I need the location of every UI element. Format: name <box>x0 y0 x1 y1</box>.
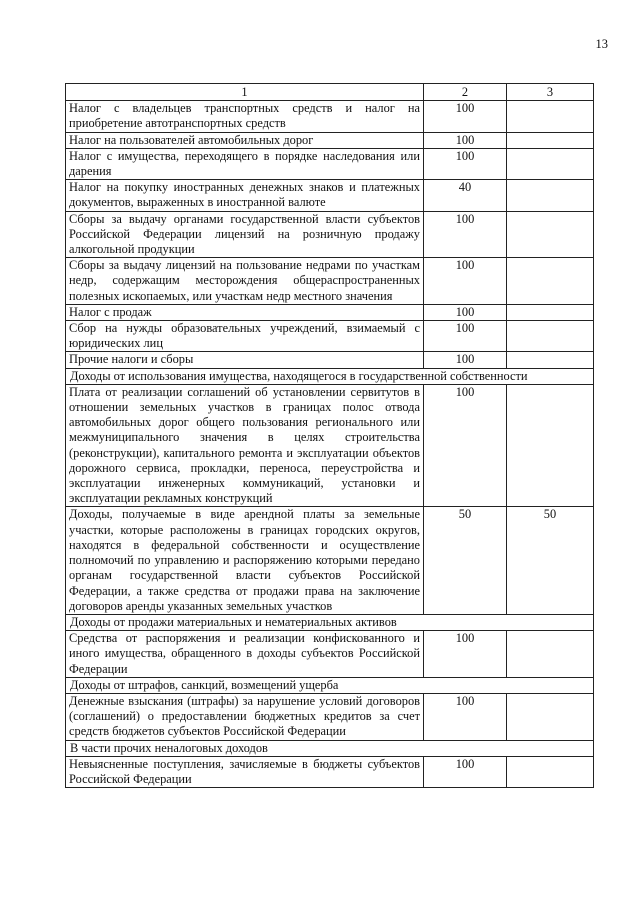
table-row <box>66 304 594 320</box>
income-name-cell: Доходы, получаемые в виде арендной платы за земельные участки, которые расположены в границах городских округов, находятся в федеральной собственности и осуществление полномочий по управлению и распоряжению которыми передано органам государственной власти субъектов Российской Федерации, а также средства от продажи права на заключение договоров аренды указанных земельных участков <box>66 507 424 614</box>
percent-col2-cell: 100 <box>424 304 507 320</box>
table-row <box>66 321 594 352</box>
section-row <box>66 614 594 630</box>
percent-col3-cell <box>507 180 594 211</box>
income-name-cell: Денежные взыскания (штрафы) за нарушение условий договоров (соглашений) о предоставлении бюджетных кредитов за счет средств бюджетов субъектов Российской Федерации <box>66 693 424 740</box>
percent-col3-cell <box>507 384 594 507</box>
section-title: Доходы от использования имущества, находящегося в государственной собственности <box>66 368 594 384</box>
income-name-cell: Налог с владельцев транспортных средств и налог на приобретение автотранспортных средств <box>66 101 424 132</box>
table-row <box>66 507 594 614</box>
table-row <box>66 352 594 368</box>
percent-col3-cell <box>507 101 594 132</box>
percent-col3-cell <box>507 258 594 305</box>
percent-col2-cell: 40 <box>424 180 507 211</box>
table-row <box>66 180 594 211</box>
table-row <box>66 148 594 179</box>
income-name-cell: Прочие налоги и сборы <box>66 352 424 368</box>
percent-col2-cell: 100 <box>424 756 507 787</box>
section-title: В части прочих неналоговых доходов <box>66 740 594 756</box>
section-row <box>66 740 594 756</box>
table-row <box>66 384 594 507</box>
page-number: 13 <box>595 37 608 51</box>
percent-col3-cell <box>507 148 594 179</box>
table-row <box>66 631 594 678</box>
percent-col2-cell: 100 <box>424 384 507 507</box>
income-name-cell: Налог с имущества, переходящего в порядке наследования или дарения <box>66 148 424 179</box>
percent-col3-cell <box>507 304 594 320</box>
income-name-cell: Налог на пользователей автомобильных дорог <box>66 132 424 148</box>
table-row <box>66 101 594 132</box>
percent-col3-cell <box>507 693 594 740</box>
percent-col3-cell: 50 <box>507 507 594 614</box>
section-row <box>66 368 594 384</box>
percent-col2-cell: 100 <box>424 148 507 179</box>
income-name-cell: Плата от реализации соглашений об установлении сервитутов в отношении земельных участков в границах полос отвода автомобильных дорог общего пользования регионального или межмуниципального значения в целях строительства (реконструкции), капитального ремонта и эксплуатации объектов дорожного сервиса, прокладки, переноса, переустройства и эксплуатации инженерных коммуникаций, установки и эксплуатации рекламных конструкций <box>66 384 424 507</box>
header-row <box>66 84 594 101</box>
percent-col3-cell <box>507 756 594 787</box>
percent-col2-cell: 100 <box>424 631 507 678</box>
income-name-cell: Невыясненные поступления, зачисляемые в бюджеты субъектов Российской Федерации <box>66 756 424 787</box>
table-row <box>66 756 594 787</box>
income-name-cell: Средства от распоряжения и реализации конфискованного и иного имущества, обращенного в доходы субъектов Российской Федерации <box>66 631 424 678</box>
percent-col3-cell <box>507 211 594 258</box>
table-row <box>66 132 594 148</box>
percent-col2-cell: 100 <box>424 211 507 258</box>
percent-col2-cell: 100 <box>424 693 507 740</box>
table-row <box>66 258 594 305</box>
section-title: Доходы от штрафов, санкций, возмещений ущерба <box>66 677 594 693</box>
income-name-cell: Сбор на нужды образовательных учреждений, взимаемый с юридических лиц <box>66 321 424 352</box>
table-row <box>66 211 594 258</box>
header-col-1: 1 <box>66 84 424 101</box>
section-row <box>66 677 594 693</box>
header-col-3: 3 <box>507 84 594 101</box>
percent-col2-cell: 100 <box>424 101 507 132</box>
percent-col2-cell: 100 <box>424 132 507 148</box>
income-name-cell: Сборы за выдачу лицензий на пользование недрами по участкам недр, содержащим месторождения общераспространенных полезных ископаемых, или участкам недр местного значения <box>66 258 424 305</box>
percent-col2-cell: 100 <box>424 258 507 305</box>
percent-col2-cell: 50 <box>424 507 507 614</box>
percent-col3-cell <box>507 352 594 368</box>
percent-col3-cell <box>507 321 594 352</box>
percent-col2-cell: 100 <box>424 321 507 352</box>
percent-col3-cell <box>507 132 594 148</box>
income-name-cell: Налог с продаж <box>66 304 424 320</box>
header-col-2: 2 <box>424 84 507 101</box>
percent-col3-cell <box>507 631 594 678</box>
table-row <box>66 693 594 740</box>
income-name-cell: Налог на покупку иностранных денежных знаков и платежных документов, выраженных в иностранной валюте <box>66 180 424 211</box>
percent-col2-cell: 100 <box>424 352 507 368</box>
distribution-table <box>65 83 594 788</box>
income-name-cell: Сборы за выдачу органами государственной власти субъектов Российской Федерации лицензий на розничную продажу алкогольной продукции <box>66 211 424 258</box>
section-title: Доходы от продажи материальных и нематериальных активов <box>66 614 594 630</box>
